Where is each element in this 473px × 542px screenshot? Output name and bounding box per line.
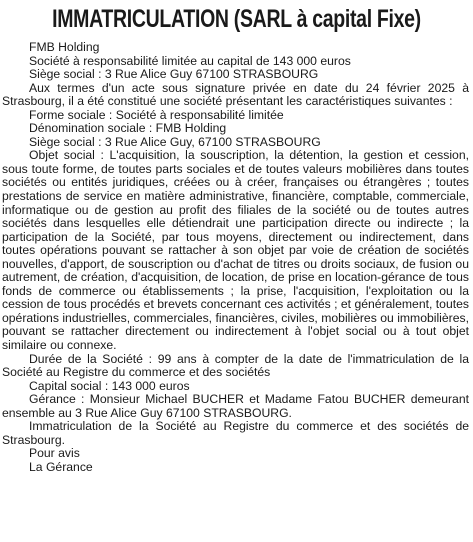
corporate-purpose: Objet social : L'acquisition, la souscription, la détention, la gestion et cession, sous toute forme, de toutes parts sociales et de toutes valeurs mobilières dans toutes sociétés ou entités juridiques, créées ou à créer, françaises ou étrangères ; toutes prestations de service en matière administrative, financière, comptable, commerciale, informatique ou de gestion au profit des filiales de la société ou de toutes autres sociétés dans lesquelles elle détiendrait une participation directe ou indirecte ; la participation de la Société, par tous moyens, directement ou indirectement, dans toutes opérations pouvant se rattacher à son objet par voie de création de sociétés nouvelles, d'apport, de souscription ou d'achat de titres ou droits sociaux, de fusion ou autrement, de création, d'acquisition, de location, de prise en location-gérance de tous fonds de commerce ou établissements ; la prise, l'acquisition, l'exploitation ou la cession de tous procédés et brevets concernant ces activités ; et généralement, toutes opérations industrielles, commerciales, financières, civiles, mobilières ou immobilières, pouvant se rattacher directement ou indirectement à l'objet social ou à tout objet similaire ou connexe. — [2, 148, 469, 353]
closing-notice: Pour avis — [29, 446, 80, 461]
share-capital: Capital social : 143 000 euros — [29, 378, 190, 393]
company-head-office: Siège social : 3 Rue Alice Guy 67100 STRASBOURG — [29, 67, 319, 82]
deed-statement: Aux termes d'un acte sous signature privée en date du 24 février 2025 à Strasbourg, il a été constitué une société présentant les caractéristiques suivantes : — [2, 80, 469, 109]
management: Gérance : Monsieur Michael BUCHER et Madame Fatou BUCHER demeurant ensemble au 3 Rue Alice Guy 67100 STRASBOURG. — [2, 392, 469, 420]
registration: Immatriculation de la Société au Registre du commerce et des sociétés de Strasbourg. — [2, 419, 469, 447]
notice-body — [2, 41, 469, 475]
corporate-name: Dénomination sociale : FMB Holding — [29, 121, 227, 136]
notice-title: IMMATRICULATION (SARL à capital Fixe) — [52, 5, 421, 33]
company-duration: Durée de la Société : 99 ans à compter de la date de l'immatriculation de la Société au Registre du commerce et des sociétés — [2, 351, 469, 380]
company-name: FMB Holding — [29, 40, 100, 54]
registered-office: Siège social : 3 Rue Alice Guy, 67100 STRASBOURG — [29, 134, 321, 149]
company-form-capital: Société à responsabilité limitée au capital de 143 000 euros — [29, 53, 351, 68]
signature: La Gérance — [29, 459, 93, 474]
legal-form: Forme sociale : Société à responsabilité limitée — [29, 107, 284, 122]
